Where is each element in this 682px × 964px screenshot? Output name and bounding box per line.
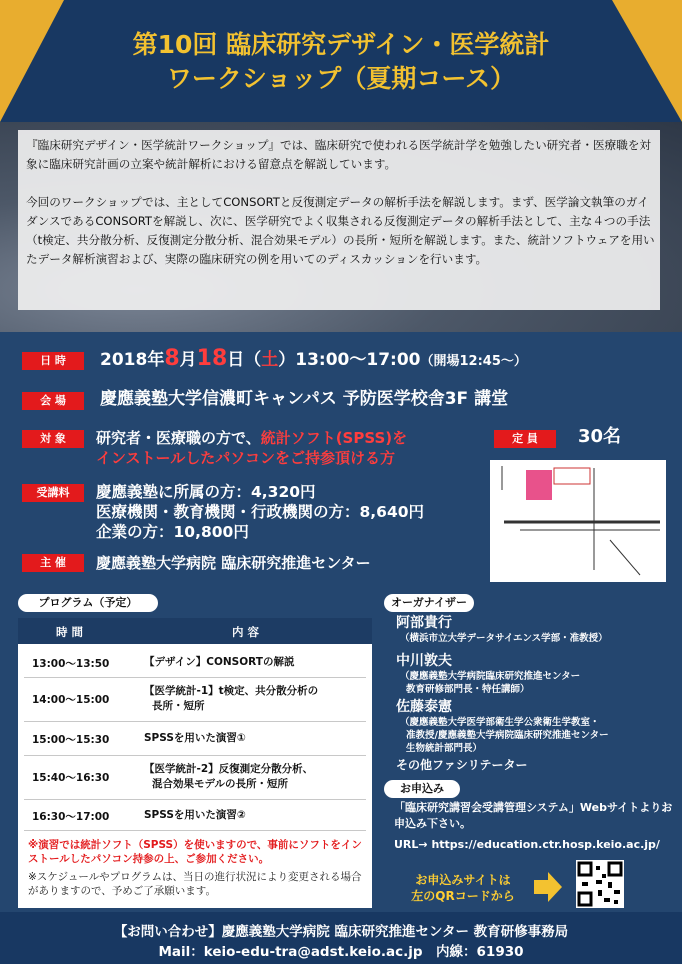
fee-line-3: 企業の方：10,800円 xyxy=(96,523,249,541)
campus-map-graphic xyxy=(490,460,666,582)
apply-url-link[interactable]: URL→ https://education.ctr.hosp.keio.ac.jp/ xyxy=(394,838,660,851)
program-row-5-time: 16:30～17:00 xyxy=(32,811,110,823)
date-month-unit: 月 xyxy=(179,350,197,370)
organizer-others: その他ファシリテーター xyxy=(396,758,528,772)
capacity-tag: 定 員 xyxy=(494,430,556,448)
intro-paragraph-2: 今回のワークショップでは、主としてCONSORTと反復測定データの解析手法を解説します。まず、医学論文執筆のガイダンスであるCONSORTを解説し、次に、医学研究でよく収集される反復測定データの解析手法として、主な４つの手法（t検定、共分散分析、反復測定分散分析、混合効果モデル）の長所・短所を解説します。また、統計ソフトウェアを用いたデータ解析演習および、実際の臨床研究の例を用いてのディスカッションを行います。 xyxy=(26,195,655,266)
campus-map xyxy=(490,460,666,582)
map-road-diagonal xyxy=(610,540,640,575)
date-open: （開場12:45～） xyxy=(420,354,527,369)
target-text xyxy=(96,428,407,468)
program-col-content: 内 容 xyxy=(232,625,260,639)
organizer-3-affiliation-3: 生物統計部門長） xyxy=(406,743,483,754)
header-band xyxy=(0,0,682,122)
venue-text: 慶應義塾大学信濃町キャンパス 予防医学校舎3F 講堂 xyxy=(100,389,509,409)
program-divider xyxy=(24,799,366,800)
date-text xyxy=(100,348,527,373)
capacity-text: 30名 xyxy=(578,426,622,447)
organizer-2-affiliation-1: （慶應義塾大学病院臨床研究推進センター xyxy=(400,671,581,682)
target-red-2: インストールしたパソコンをご持参頂ける方 xyxy=(96,449,395,467)
map-building-outline xyxy=(554,468,590,484)
apply-label: お申込み xyxy=(384,780,460,798)
target-red-1: 統計ソフト(SPSS)を xyxy=(260,429,408,447)
title-line-2: ワークショップ（夏期コース） xyxy=(166,64,516,93)
date-month: 8 xyxy=(164,346,180,371)
organizer-3-name: 佐藤泰憲 xyxy=(396,699,452,715)
organizer-label: オーガナイザー xyxy=(384,594,474,612)
target-tag: 対 象 xyxy=(22,430,84,448)
program-label: プログラム（予定） xyxy=(18,594,158,612)
qr-caption xyxy=(398,872,528,904)
fee-line-2: 医療機関・教育機関・行政機関の方：8,640円 xyxy=(96,503,425,521)
program-divider xyxy=(24,721,366,722)
target-plain: 研究者・医療職の方で、 xyxy=(96,429,261,447)
program-col-time: 時 間 xyxy=(56,625,84,639)
fee-tag: 受講料 xyxy=(22,484,84,502)
date-year: 2018年 xyxy=(100,350,165,370)
program-row-2-content-1: 【医学統計-1】t検定、共分散分析の xyxy=(144,685,319,697)
organizer-1-name: 阿部貴行 xyxy=(396,615,452,631)
venue-tag: 会 場 xyxy=(22,392,84,410)
organizer-3-affiliation-2: 准教授/慶應義塾大学病院臨床研究推進センター xyxy=(406,730,609,741)
program-row-5-content: SPSSを用いた演習② xyxy=(144,809,246,821)
date-time: ）13:00～17:00 xyxy=(278,350,421,370)
program-row-1-time: 13:00～13:50 xyxy=(32,658,110,670)
program-row-4-content-2: 混合効果モデルの長所・短所 xyxy=(152,778,288,790)
date-day: 18 xyxy=(196,346,228,371)
apply-text: 「臨床研究講習会受講管理システム」Webサイトよりお申込み下さい。 xyxy=(394,801,673,830)
organizer-2-affiliation-2: 教育研修部門長・特任講師） xyxy=(406,684,530,695)
qr-caption-line-1: お申込みサイトは xyxy=(415,873,511,887)
title-line-1: 第10回 臨床研究デザイン・医学統計 xyxy=(132,30,550,59)
program-note-software: ※演習では統計ソフト（SPSS）を使いますので、事前にソフトをインストールしたパソコン持参の上、ご参加ください。 xyxy=(28,839,362,865)
header-gold-triangle-left xyxy=(0,0,64,122)
program-row-4-content-1: 【医学統計-2】反復測定分散分析、 xyxy=(144,763,314,775)
map-building-highlight xyxy=(526,470,552,500)
program-note-schedule: ※スケジュールやプログラムは、当日の進行状況により変更される場合がありますので、予めご了承願います。 xyxy=(28,871,362,897)
program-divider xyxy=(24,755,366,756)
date-weekday: 土 xyxy=(261,350,279,370)
footer-contact: 【お問い合わせ】慶應義塾大学病院 臨床研究推進センター 教育研修事務局 xyxy=(113,924,569,940)
date-day-unit: 日（ xyxy=(227,350,262,370)
footer-mail: Mail：keio-edu-tra@adst.keio.ac.jp 内線：61930 xyxy=(158,944,524,960)
host-text: 慶應義塾大学病院 臨床研究推進センター xyxy=(96,554,371,572)
organizer-1-affiliation: （横浜市立大学データサイエンス学部・准教授） xyxy=(400,633,608,644)
qr-code[interactable] xyxy=(576,860,624,908)
fee-text xyxy=(96,482,424,542)
fee-line-1: 慶應義塾に所属の方：4,320円 xyxy=(96,483,316,501)
program-row-4-time: 15:40～16:30 xyxy=(32,772,110,784)
arrow-right-icon xyxy=(534,872,562,902)
host-tag: 主 催 xyxy=(22,554,84,572)
date-tag: 日 時 xyxy=(22,352,84,370)
qr-caption-line-2: 左のQRコードから xyxy=(411,889,515,903)
organizer-3-affiliation-1: （慶應義塾大学医学部衛生学公衆衛生学教室・ xyxy=(400,717,600,728)
program-row-2-content-2: 長所・短所 xyxy=(152,700,205,712)
program-row-3-content: SPSSを用いた演習① xyxy=(144,732,246,744)
program-divider xyxy=(24,677,366,678)
program-divider xyxy=(24,830,366,831)
program-row-1-content: 【デザイン】CONSORTの解説 xyxy=(144,656,295,668)
header-gold-triangle-right xyxy=(612,0,682,122)
program-row-3-time: 15:00～15:30 xyxy=(32,734,110,746)
organizer-2-name: 中川敦夫 xyxy=(396,653,452,669)
program-row-2-time: 14:00～15:00 xyxy=(32,694,110,706)
qr-code-graphic xyxy=(576,860,624,908)
intro-paragraph-1: 『臨床研究デザイン・医学統計ワークショップ』では、臨床研究で使われる医学統計学を勉強したい研究者・医療職を対象に臨床研究計画の立案や統計解析における留意点を解説しています。 xyxy=(26,138,652,171)
